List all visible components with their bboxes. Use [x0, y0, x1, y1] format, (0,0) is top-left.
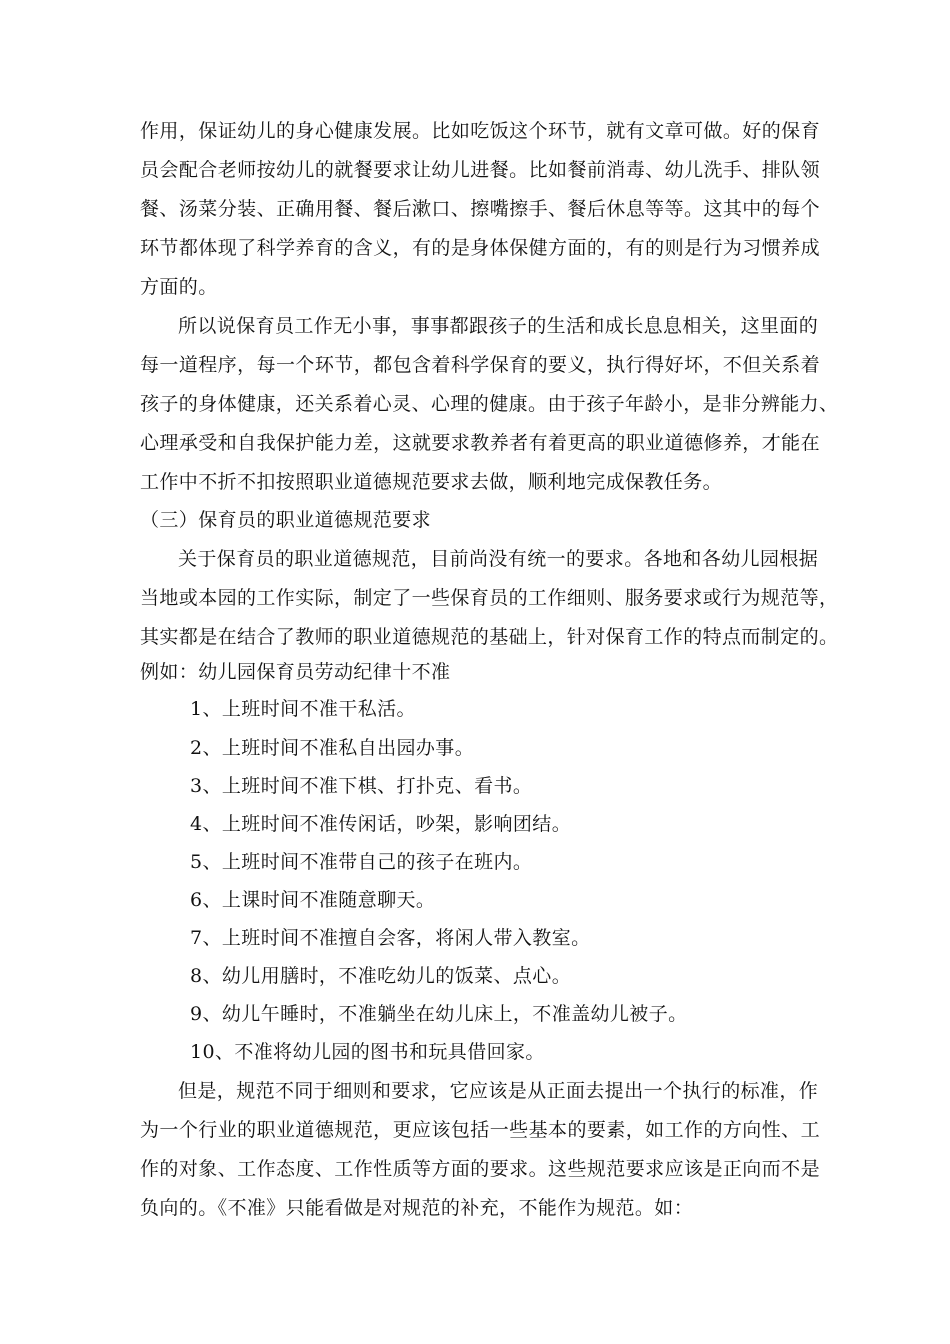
paragraph-2-line-4: 心理承受和自我保护能力差，这就要求教养者有着更高的职业道德修养，才能在: [140, 432, 820, 454]
paragraph-1-line-5: 方面的。: [140, 276, 218, 298]
paragraph-1-line-4: 环节都体现了科学养育的含义，有的是身体保健方面的，有的则是行为习惯养成: [140, 237, 820, 259]
paragraph-4-line-1: 但是，规范不同于细则和要求，它应该是从正面去提出一个执行的标准，作: [178, 1080, 819, 1102]
rule-item-6: 6、上课时间不准随意聊天。: [190, 889, 436, 911]
rule-item-8: 8、幼儿用膳时，不准吃幼儿的饭菜、点心。: [190, 965, 572, 987]
paragraph-1-line-2: 员会配合老师按幼儿的就餐要求让幼儿进餐。比如餐前消毒、幼儿洗手、排队领: [140, 159, 820, 181]
rule-item-4: 4、上班时间不准传闲话，吵架，影响团结。: [190, 813, 572, 835]
paragraph-4-line-2: 为一个行业的职业道德规范，更应该包括一些基本的要素，如工作的方向性、工: [140, 1119, 820, 1141]
section-heading: （三）保育员的职业道德规范要求: [140, 509, 432, 531]
rule-item-1: 1、上班时间不准干私活。: [190, 698, 416, 720]
paragraph-3-line-2: 当地或本园的工作实际，制定了一些保育员的工作细则、服务要求或行为规范等，: [140, 587, 839, 609]
paragraph-2-line-3: 孩子的身体健康，还关系着心灵、心理的健康。由于孩子年龄小，是非分辨能力、: [140, 393, 839, 415]
paragraph-2-line-2: 每一道程序，每一个环节，都包含着科学保育的要义，执行得好坏，不但关系着: [140, 354, 820, 376]
rule-item-2: 2、上班时间不准私自出园办事。: [190, 737, 475, 759]
rule-item-3: 3、上班时间不准下棋、打扑克、看书。: [190, 775, 533, 797]
paragraph-2-line-5: 工作中不折不扣按照职业道德规范要求去做，顺利地完成保教任务。: [140, 471, 723, 493]
rule-item-9: 9、幼儿午睡时，不准躺坐在幼儿床上，不准盖幼儿被子。: [190, 1003, 688, 1025]
paragraph-2-line-1: 所以说保育员工作无小事，事事都跟孩子的生活和成长息息相关，这里面的: [178, 315, 819, 337]
paragraph-1-line-3: 餐、汤菜分装、正确用餐、餐后漱口、擦嘴擦手、餐后休息等等。这其中的每个: [140, 198, 820, 220]
paragraph-4-line-4: 负向的。《不准》只能看做是对规范的补充，不能作为规范。如：: [140, 1197, 694, 1219]
rule-item-7: 7、上班时间不准擅自会客，将闲人带入教室。: [190, 927, 591, 949]
paragraph-4-line-3: 作的对象、工作态度、工作性质等方面的要求。这些规范要求应该是正向而不是: [140, 1158, 820, 1180]
rule-item-10: 10、不准将幼儿园的图书和玩具借回家。: [190, 1041, 545, 1063]
paragraph-3-line-1: 关于保育员的职业道德规范，目前尚没有统一的要求。各地和各幼儿园根据: [178, 548, 819, 570]
paragraph-3-line-3: 其实都是在结合了教师的职业道德规范的基础上，针对保育工作的特点而制定的。: [140, 626, 839, 648]
rule-item-5: 5、上班时间不准带自己的孩子在班内。: [190, 851, 533, 873]
paragraph-3-line-4: 例如：幼儿园保育员劳动纪律十不准: [140, 661, 451, 683]
paragraph-1-line-1: 作用，保证幼儿的身心健康发展。比如吃饭这个环节，就有文章可做。好的保育: [140, 120, 820, 142]
